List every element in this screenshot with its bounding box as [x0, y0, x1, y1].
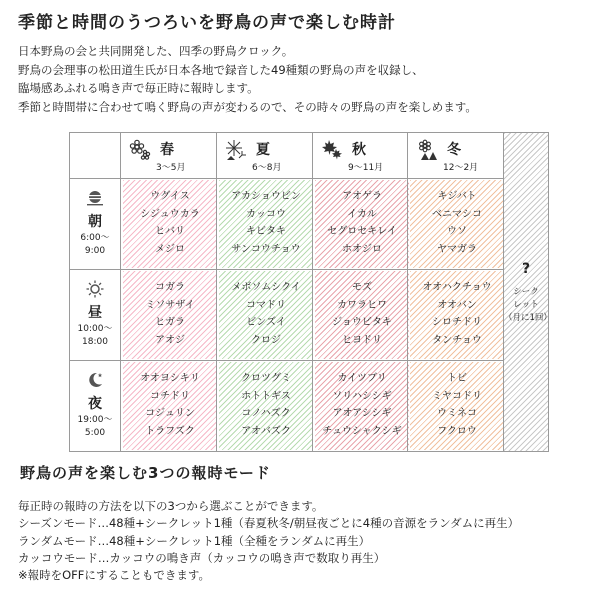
- bird-name: サンコウチョウ: [231, 243, 301, 255]
- bird-name: アオアシシギ: [332, 408, 392, 420]
- moon-icon: [86, 371, 104, 389]
- bird-cell: [315, 271, 409, 359]
- bird-name: ミヤコドリ: [432, 390, 482, 402]
- bird-name: ミソサザイ: [145, 299, 195, 311]
- maple-leaf-icon: [321, 139, 343, 161]
- intro-line: 季節と時間帯に合わせて鳴く野鳥の声が変わるので、その時々の野鳥の声を楽しめます。: [18, 99, 477, 114]
- season-months: 6～8月: [252, 163, 282, 173]
- season-name: 秋: [352, 142, 366, 158]
- bird-name: コガラ: [155, 282, 185, 293]
- bird-name: アオジ: [155, 334, 185, 346]
- bird-name: ビンズイ: [246, 317, 286, 329]
- bird-cell: [219, 271, 313, 359]
- bird-list: [219, 370, 313, 440]
- bird-name: キビタキ: [246, 226, 286, 238]
- bird-cell: [315, 362, 409, 450]
- bird-name: ホオジロ: [342, 243, 382, 255]
- bird-cell: [410, 271, 504, 359]
- bird-cell: [123, 180, 217, 268]
- fireworks-icon: [225, 139, 247, 161]
- bird-cell: [410, 362, 504, 450]
- modes-text: [18, 498, 519, 584]
- bird-name: ヒヨドリ: [342, 334, 382, 346]
- time-row-morning: [70, 179, 120, 269]
- time-range: [70, 414, 120, 440]
- bird-list: [410, 279, 504, 349]
- time-name: 夜: [88, 396, 102, 412]
- bird-name: アカショウビン: [231, 191, 301, 202]
- bird-name: コノハズク: [241, 408, 291, 420]
- bird-name: ホトトギス: [241, 390, 291, 402]
- bird-name: カイツブリ: [337, 373, 387, 384]
- bird-cell: [410, 180, 504, 268]
- bird-cell: [219, 180, 313, 268]
- bird-name: コチドリ: [150, 390, 190, 402]
- bird-cell: [315, 180, 409, 268]
- sun-icon: [86, 280, 104, 298]
- bird-name: ウグイス: [150, 191, 190, 202]
- bird-name: ヒガラ: [155, 317, 185, 329]
- bird-name: ウソ: [447, 226, 467, 238]
- bird-name: ジョウビタキ: [332, 317, 392, 329]
- mode-line: ※報時をOFFにすることもできます。: [18, 568, 210, 583]
- bird-name: クロジ: [251, 334, 281, 346]
- season-months: 12～2月: [443, 163, 479, 173]
- bird-cell: [123, 362, 217, 450]
- time-row-day: [70, 270, 120, 360]
- season-time-table: [69, 132, 552, 452]
- bird-name: オオヨシキリ: [140, 373, 200, 384]
- time-range: [70, 323, 120, 349]
- bird-name: シロチドリ: [432, 317, 482, 329]
- bird-list: [410, 188, 504, 258]
- secret-label: [504, 286, 552, 325]
- bird-name: トビ: [447, 373, 467, 384]
- season-months: 3～5月: [156, 163, 186, 173]
- bird-name: ヤマガラ: [437, 243, 477, 255]
- season-header-winter: [407, 133, 503, 178]
- mode-line: 毎正時の報時の方法を以下の3つから選ぶことができます。: [18, 499, 324, 513]
- bird-list: [315, 279, 409, 349]
- bird-name: ソリハシシギ: [332, 390, 392, 402]
- bird-list: [410, 370, 504, 440]
- sunrise-icon: [86, 189, 104, 207]
- season-months: 9～11月: [348, 163, 384, 173]
- bird-list: [219, 279, 313, 349]
- cherry-blossom-icon: [129, 139, 151, 161]
- intro-line: 臨場感あふれる鳴き声で毎正時に報時します。: [18, 81, 259, 95]
- bird-name: オオハクチョウ: [422, 282, 492, 293]
- bird-name: コマドリ: [246, 299, 286, 311]
- bird-name: タンチョウ: [432, 334, 482, 346]
- bird-name: モズ: [352, 282, 372, 293]
- bird-name: フクロウ: [437, 425, 477, 437]
- bird-name: アオバズク: [241, 425, 291, 437]
- time-row-night: [70, 361, 120, 451]
- bird-name: メジロ: [155, 243, 185, 255]
- bird-name: シジュウカラ: [140, 208, 200, 220]
- bird-name: カワラヒワ: [337, 299, 387, 311]
- season-header-spring: [120, 133, 216, 178]
- bird-name: ベニマシコ: [432, 208, 482, 220]
- secret-column: [504, 133, 552, 451]
- page-title: 季節と時間のうつろいを野鳥の声で楽しむ時計: [18, 13, 396, 33]
- bird-name: カッコウ: [246, 208, 286, 220]
- bird-cell: [123, 271, 217, 359]
- snowflake-tree-icon: [416, 139, 438, 161]
- bird-name: セグロセキレイ: [327, 226, 397, 238]
- bird-name: キジバト: [437, 191, 477, 202]
- time-range-end: 9:00: [84, 246, 106, 256]
- bird-list: [123, 188, 217, 258]
- bird-list: [315, 370, 409, 440]
- bird-cell: [219, 362, 313, 450]
- time-range-end: 18:00: [82, 337, 108, 347]
- secret-label-line: シーク: [513, 287, 539, 297]
- bird-name: チュウシャクシギ: [322, 425, 402, 437]
- season-header-summer: [216, 133, 312, 178]
- time-range-start: 10:00～: [77, 324, 113, 334]
- intro-text: [18, 42, 477, 116]
- time-range-start: 6:00～: [80, 233, 110, 243]
- bird-list: [123, 279, 217, 349]
- bird-list: [315, 188, 409, 258]
- secret-label-line: （月に1回）: [504, 313, 552, 323]
- intro-line: 日本野鳥の会と共同開発した、四季の野鳥クロック。: [18, 44, 294, 58]
- time-name: 朝: [88, 214, 102, 230]
- secret-mark: ?: [521, 261, 531, 277]
- mode-line: シーズンモード…48種+シークレット1種（春夏秋冬/朝昼夜ごとに4種の音源をランダムに再生）: [18, 516, 520, 531]
- season-name: 春: [160, 142, 174, 158]
- bird-name: メボソムシクイ: [231, 282, 301, 293]
- season-header-autumn: [312, 133, 407, 178]
- bird-list: [219, 188, 313, 258]
- bird-name: ヒバリ: [155, 226, 185, 238]
- bird-name: オオバン: [437, 299, 477, 311]
- time-range-end: 5:00: [84, 428, 106, 438]
- time-range-start: 19:00～: [77, 415, 113, 425]
- mode-line: カッコウモード…カッコウの鳴き声（カッコウの鳴き声で数取り再生）: [18, 550, 386, 565]
- time-range: [70, 232, 120, 258]
- bird-name: イカル: [347, 208, 377, 220]
- secret-label-line: レット: [513, 300, 539, 310]
- bird-name: トラフズク: [145, 425, 195, 437]
- time-name: 昼: [88, 305, 102, 321]
- modes-heading: 野鳥の声を楽しむ3つの報時モード: [20, 464, 271, 482]
- bird-list: [123, 370, 217, 440]
- bird-name: アオゲラ: [342, 191, 382, 202]
- mode-line: ランダムモード…48種+シークレット1種（全種をランダムに再生）: [18, 533, 371, 548]
- season-name: 夏: [256, 142, 270, 158]
- season-name: 冬: [447, 142, 461, 158]
- intro-line: 野鳥の会理事の松田道生氏が日本各地で録音した49種類の野鳥の声を収録し、: [18, 62, 424, 77]
- bird-name: クロツグミ: [241, 373, 291, 384]
- bird-name: コジュリン: [145, 408, 195, 420]
- bird-name: ウミネコ: [437, 408, 477, 420]
